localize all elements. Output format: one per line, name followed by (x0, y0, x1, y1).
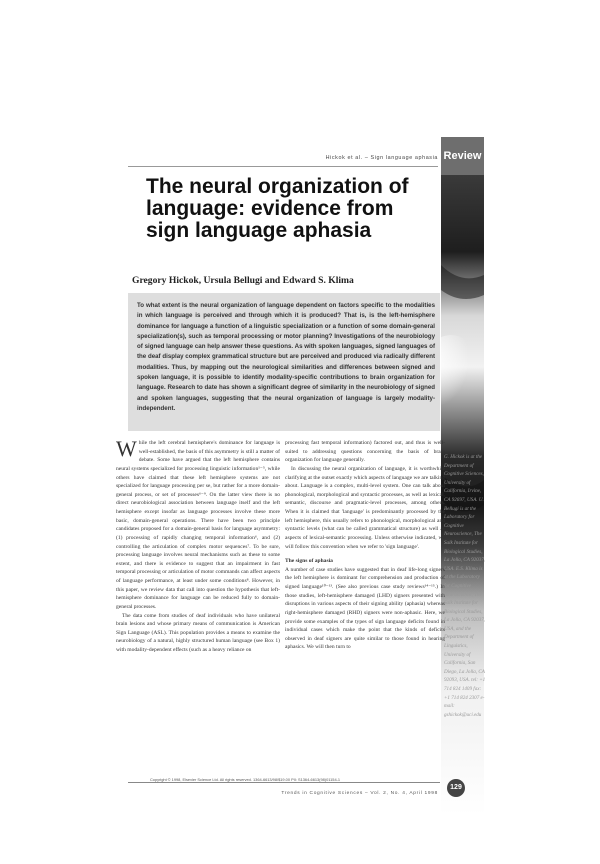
journal-citation: Trends in Cognitive Sciences – Vol. 2, No. 4, April 1998 (281, 791, 438, 796)
article-authors: Gregory Hickok, Ursula Bellugi and Edward S. Klima (132, 275, 354, 286)
article-title: The neural organization of language: evidence from sign language aphasia (146, 175, 409, 242)
footer-rule (128, 782, 440, 783)
drop-cap: W (116, 436, 137, 461)
paragraph: processing fast temporal information) factored out, and thus is well-suited to addressing questions concerning the basis of brain organization for language generally. (285, 440, 445, 464)
copyright-line: Copyright © 1998, Elsevier Science Ltd. All rights reserved. 1364-6613/98/$19.00 PII: S1364-6613(98)01154-1 (150, 777, 341, 782)
page-number: 129 (450, 784, 462, 791)
paragraph (116, 436, 280, 612)
body-column-left (116, 436, 280, 655)
paragraph-text: hile the left cerebral hemisphere's dominance for language is well-established, the basis of this asymmetry is still a matter of debate. Some have argued that the left hemisphere contains neural systems specialized for processing linguistic information¹⁻⁵, while others have claimed that these left hemisphere systems are not specialized for language processing per se, but rather for a more domain-general process, or set of processes⁶⁻⁹. On the latter view there is no direct neurobiological association between language itself and the left hemisphere except insofar as language processes involve these more basic, domain-general operations. There have been two principle candidates proposed for a domain-general basis for language asymmetry: (1) processing of rapidly changing temporal information⁶, and (2) controlling the articulation of complex motor sequences⁷. To be sure, processing language involves neural mechanisms such as these to some extent, and there is evidence to suggest that an impairment in fast temporal processing or articulation of motor commands can affect aspects of language performance, at least under some conditions⁸. However, in this paper, we review data that call into question the hypothesis that left-hemisphere dominance for language can be reduced fully to domain-general processes. (116, 440, 280, 610)
running-head: Hickok et al. – Sign language aphasia (325, 155, 438, 161)
paragraph: In discussing the neural organization of language, it is worthwhile clarifying at the outset exactly which aspects of language we are talking about. Language is a complex, multi-level system. One can talk about phonological, morphological and syntactic processes, as well as lexical, semantic, discourse and pragmatic-level processes, among others. When it is claimed that 'language' is predominantly processed by the left hemisphere, this usually refers to phonological, morphological and syntactic levels (what can be called grammatical structure) as well as aspects of lexical-semantic processing. Unless otherwise indicated, we will follow this convention when we refer to 'sign language'. (285, 465, 445, 550)
section-heading: The signs of aphasia (285, 558, 333, 565)
paragraph: The data come from studies of deaf individuals who have unilateral brain lesions and whose primary means of communication is American Sign Language (ASL). This population provides a means to examine the neurobiology of a natural, highly structured human language (see Box 1) with modality-dependent effects (such as a heavy reliance on (116, 612, 280, 653)
body-column-right (285, 439, 445, 652)
paragraph: A number of case studies have suggested that in deaf life-long signers the left hemisphere is dominant for comprehension and production of signed language¹⁰⁻¹³. (See also previous case study reviews¹⁴⁻¹⁵.) In those studies, left-hemisphere damaged (LHD) signers presented with disruptions in various aspects of their signing ability (aphasia) whereas right-hemisphere damaged (RHD) signers were non-aphasic. Here, we provide some examples of the types of sign language deficits found in individual cases which make the point that the kinds of deficits observed in deaf signers are quite similar to those found in hearing aphasics. We will then turn to (285, 566, 445, 651)
abstract-text: To what extent is the neural organization of language dependent on factors specific to the modalities in which language is perceived and through which it is produced? That is, is the left-hemisphere dominance for language a function of a linguistic specialization or a function of some domain-general specialization(s), such as temporal processing or motor planning? Investigations of the neurobiology of signed language can help answer these questions. As with spoken languages, signed languages of the deaf display complex grammatical structure but are perceived and produced via radically different modalities. Thus, by mapping out the neurological similarities and differences between signed and spoken language, it is possible to identify modality-specific contributions to brain organization for language. Research to date has shown a significant degree of similarity in the neurobiology of signed and spoken languages, suggesting that the neural organization of language is largely modality-independent. (137, 302, 435, 412)
author-affiliations: G. Hickok is at the Department of Cognitive Sciences, University of California, Irvine, CA 92697, USA. U. Bellugi is at the Laboratory for Cognitive Neuroscience, The Salk Institute for Biological Studies, La Jolla, CA 92037, USA. E.S. Klima is at the Laboratory for Cognitive Neuroscience, The Salk Institute for Biological Studies, La Jolla, CA 92037, USA, and the Department of Linguistics, University of California, San Diego, La Jolla, CA 92093, USA. tel: +1 714 824 1409 fax: +1 714 824 2307 e-mail: gshickok@uci.edu (444, 454, 486, 718)
header-rule (128, 166, 438, 167)
section-tab-label: Review (443, 150, 482, 162)
